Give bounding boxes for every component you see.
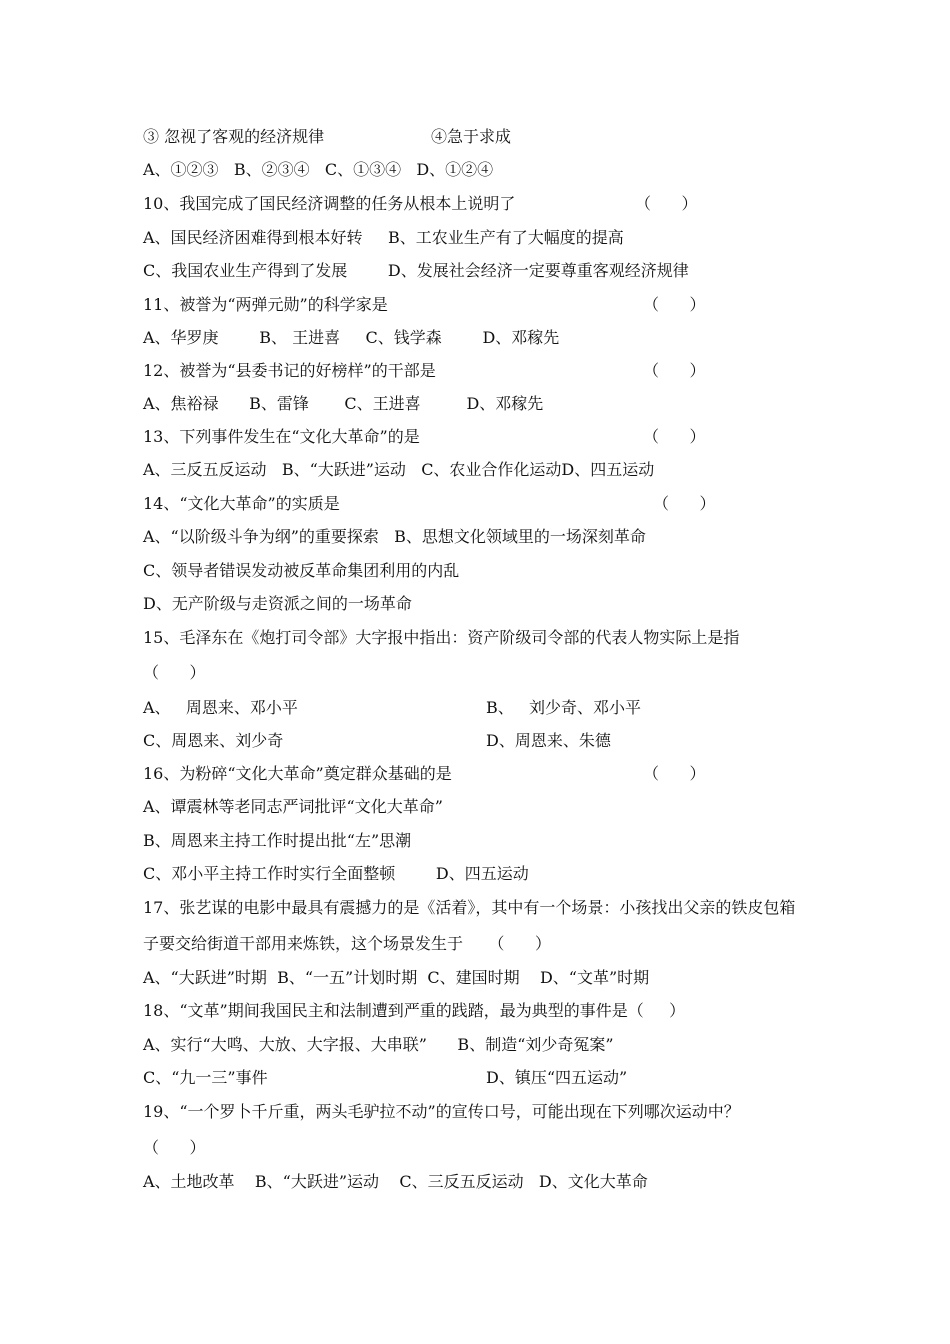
text-line: 子要交给街道干部用来炼铁，这个场景发生于 （ ） [143,934,551,953]
text-line: D、无产阶级与走资派之间的一场革命 [143,594,412,613]
text-line: A、①②③ B、②③④ C、①③④ D、①②④ [143,160,494,179]
text-line: （ ） [143,663,206,682]
question-18: 18、“文革”期间我国民主和法制遭到严重的践踏，最为典型的事件是（ ） [143,1001,686,1020]
question-11: 11、被誉为“两弹元勋”的科学家是 （ ） [143,295,706,314]
text-line: C、“九一三”事件 D、镇压“四五运动” [143,1068,628,1087]
text-line: A、实行“大鸣、大放、大字报、大串联” B、制造“刘少奇冤案” [143,1035,614,1054]
text-line: A、华罗庚 B、 王进喜 C、钱学森 D、邓稼先 [143,328,560,347]
text-line: B、周恩来主持工作时提出批“左”思潮 [143,831,412,850]
question-16: 16、为粉碎“文化大革命”奠定群众基础的是 （ ） [143,764,706,783]
question-19: 19、“一个罗卜千斤重，两头毛驴拉不动”的宣传口号，可能出现在下列哪次运动中？ [143,1102,740,1121]
text-line: C、我国农业生产得到了发展 D、发展社会经济一定要尊重客观经济规律 [143,261,689,280]
text-line: ③ 忽视了客观的经济规律 ④急于求成 [143,127,512,146]
question-12: 12、被誉为“县委书记的好榜样”的干部是 （ ） [143,361,706,380]
question-10: 10、我国完成了国民经济调整的任务从根本上说明了 （ ） [143,194,698,213]
text-line: C、领导者错误发动被反革命集团利用的内乱 [143,561,460,580]
text-line: （ ） [143,1138,206,1157]
text-line: A、三反五反运动 B、“大跃进”运动 C、农业合作化运动D、四五运动 [143,460,655,479]
text-line: A、谭震林等老同志严词批评“文化大革命” [143,797,443,816]
text-line: A、“大跃进”时期 B、“一五”计划时期 C、建国时期 D、“文革”时期 [143,968,650,987]
text-line: A、“以阶级斗争为纲”的重要探索 B、思想文化领域里的一场深刻革命 [143,527,646,546]
question-14: 14、“文化大革命”的实质是 （ ） [143,494,716,513]
text-line: C、邓小平主持工作时实行全面整顿 D、四五运动 [143,864,529,883]
text-line: A、 周恩来、邓小平 B、 刘少奇、邓小平 [143,698,642,717]
question-13: 13、下列事件发生在“文化大革命”的是 （ ） [143,427,706,446]
question-15: 15、毛泽东在《炮打司令部》大字报中指出：资产阶级司令部的代表人物实际上是指 [143,628,740,647]
text-line: C、周恩来、刘少奇 D、周恩来、朱德 [143,731,611,750]
text-line: A、土地改革 B、“大跃进”运动 C、三反五反运动 D、文化大革命 [143,1172,648,1191]
text-line: A、国民经济困难得到根本好转 B、工农业生产有了大幅度的提高 [143,228,624,247]
question-17: 17、张艺谋的电影中最具有震撼力的是《活着》，其中有一个场景：小孩找出父亲的铁皮包箱 [143,898,796,917]
text-line: A、焦裕禄 B、雷锋 C、王进喜 D、邓稼先 [143,394,544,413]
